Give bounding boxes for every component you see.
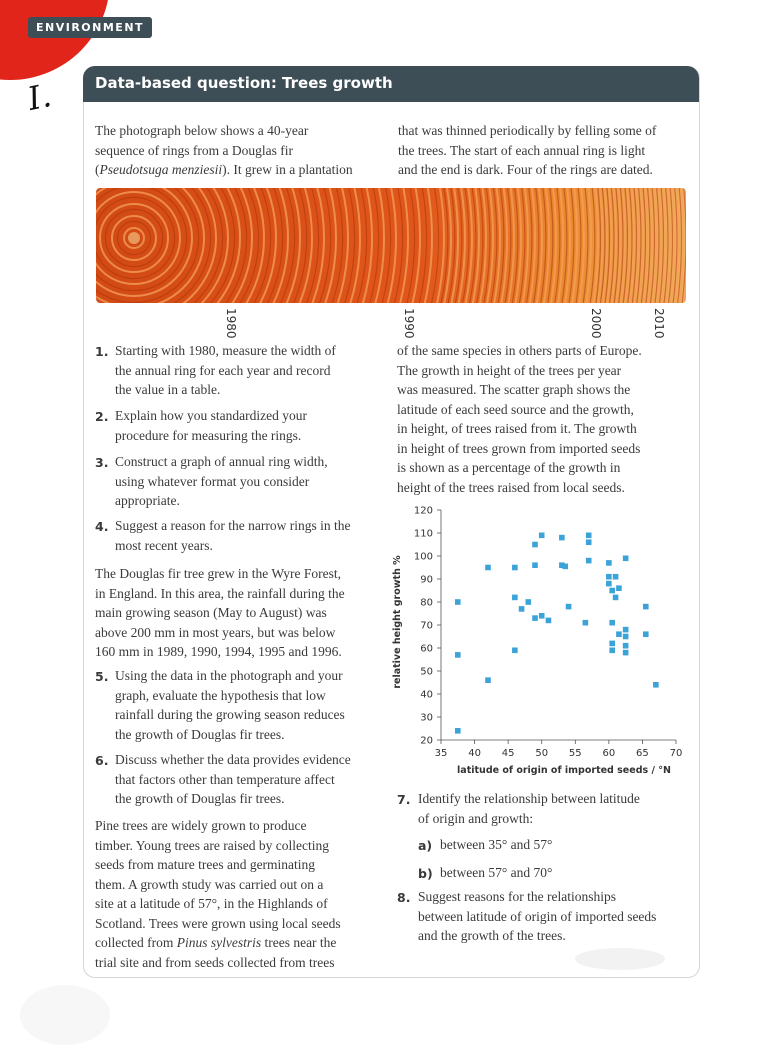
year-label: 2000: [589, 308, 603, 339]
species-name: Pseudotsuga menziesii: [99, 162, 223, 177]
data-point: [566, 604, 572, 610]
year-label: 2010: [652, 308, 666, 339]
intro-right: [398, 121, 690, 180]
data-point: [455, 728, 461, 734]
scan-smudge: [20, 985, 110, 1045]
x-tick-label: 35: [434, 748, 448, 759]
x-tick-label: 60: [602, 748, 616, 759]
x-tick-label: 55: [568, 748, 582, 759]
intro-line: (Pseudotsuga menziesii). It grew in a plantation: [95, 162, 353, 177]
y-tick-label: 40: [420, 689, 433, 701]
y-tick-label: 80: [420, 597, 433, 609]
data-point: [539, 613, 545, 619]
intro-line: sequence of rings from a Douglas fir: [95, 142, 293, 158]
data-point: [559, 535, 565, 541]
data-point: [586, 533, 592, 539]
data-point: [583, 620, 589, 626]
data-point: [606, 581, 612, 587]
x-axis-label: latitude of origin of imported seeds / °N: [457, 765, 671, 776]
data-point: [546, 618, 552, 624]
data-point: [532, 615, 538, 621]
data-point: [609, 648, 615, 654]
y-tick-label: 20: [420, 735, 433, 747]
data-point: [643, 631, 649, 637]
data-point: [485, 677, 491, 683]
data-point: [623, 634, 629, 640]
y-tick-label: 90: [420, 574, 433, 586]
x-tick-label: 45: [501, 748, 515, 759]
subquestion-text: between 57° and 70°: [440, 865, 553, 880]
intro-line: and the end is dark. Four of the rings are dated.: [398, 162, 653, 177]
question-number: 1.: [95, 344, 109, 359]
y-tick-label: 30: [420, 712, 433, 724]
data-point: [562, 564, 568, 570]
x-tick-label: 50: [535, 748, 549, 759]
y-axis-label: relative height growth %: [392, 555, 403, 689]
subquestion-text: between 35° and 57°: [440, 837, 553, 852]
year-label: 1990: [402, 308, 416, 339]
y-tick-label: 60: [420, 643, 433, 655]
question-number: 8.: [397, 890, 411, 905]
y-tick-label: 70: [420, 620, 433, 632]
data-point: [623, 556, 629, 562]
x-tick-label: 70: [669, 748, 683, 759]
data-point: [532, 562, 538, 568]
question-number: 2.: [95, 409, 109, 424]
y-tick-label: 120: [413, 505, 433, 517]
question-text: Using the data in the photograph and your graph, evaluate the hypothesis that low rainfall during the growing season reduces the growth of Douglas fir trees.: [115, 668, 345, 742]
data-point: [623, 627, 629, 633]
pine-paragraph: Pine trees are widely grown to produce timber. Young trees are raised by collecting seeds from mature trees and germinating them. A growth study was carried out on a site at a latitude of 57°, in the Highlands of Scotland. Trees were grown using local seeds collected from Pinus sylvestris trees near the trial site and from seeds collected from trees: [95, 818, 341, 970]
data-point: [455, 599, 461, 605]
wyre-paragraph: The Douglas fir tree grew in the Wyre Forest, in England. In this area, the rainfall during the main growing season (May to August) was above 200 mm in most years, but was below 160 mm in 1989, 1990, 1994, 1995 and 1996.: [95, 566, 345, 659]
subquestion-label: b): [418, 866, 433, 881]
page-title: Data-based question: Trees growth: [95, 74, 393, 92]
data-point: [606, 560, 612, 566]
data-point: [525, 599, 531, 605]
data-point: [616, 585, 622, 591]
intro-line: the trees. The start of each annual ring is light: [398, 142, 646, 158]
section-badge: ENVIRONMENT: [28, 17, 152, 38]
data-point: [609, 588, 615, 594]
species-name: Pinus sylvestris: [176, 935, 262, 950]
data-point: [586, 558, 592, 564]
data-point: [613, 574, 619, 580]
data-point: [485, 565, 491, 571]
question-text: Suggest a reason for the narrow rings in the most recent years.: [115, 518, 351, 553]
intro-left: [95, 121, 385, 180]
question-number: 6.: [95, 753, 109, 768]
data-point: [455, 652, 461, 658]
y-tick-label: 100: [413, 551, 433, 563]
question-number: 4.: [95, 519, 109, 534]
data-point: [609, 641, 615, 647]
year-label: 1980: [224, 308, 238, 339]
data-point: [623, 643, 629, 649]
data-point: [606, 574, 612, 580]
data-point: [623, 650, 629, 656]
x-tick-label: 65: [636, 748, 649, 759]
data-point: [512, 595, 518, 601]
data-point: [512, 565, 518, 571]
intro-line: that was thinned periodically by felling some of: [398, 123, 657, 138]
data-point: [532, 542, 538, 548]
question-number: 5.: [95, 669, 109, 684]
data-point: [586, 539, 592, 545]
x-tick-label: 40: [468, 748, 481, 759]
question-text: Explain how you standardized your procedure for measuring the rings.: [115, 408, 307, 443]
question-text: Suggest reasons for the relationships between latitude of origin of imported seeds and the growth of the trees.: [418, 889, 657, 943]
question-text: Starting with 1980, measure the width of the annual ring for each year and record the value in a table.: [115, 343, 336, 397]
question-number: 7.: [397, 792, 411, 807]
data-point: [616, 631, 622, 637]
data-point: [519, 606, 525, 612]
intro-line: The photograph below shows a 40-year: [95, 123, 309, 138]
data-point: [643, 604, 649, 610]
scatter-chart: [384, 497, 684, 782]
question-text: Identify the relationship between latitude of origin and growth:: [418, 791, 640, 826]
subquestion-label: a): [418, 838, 433, 853]
tree-rings-photo: [96, 188, 686, 303]
question-text: Discuss whether the data provides evidence that factors other than temperature affect the growth of Douglas fir trees.: [115, 752, 351, 806]
question-text: Construct a graph of annual ring width, using whatever format you consider appropriate.: [115, 454, 328, 508]
data-point: [609, 620, 615, 626]
y-tick-label: 50: [420, 666, 433, 678]
right-paragraph: of the same species in others parts of Europe. The growth in height of the trees per year was measured. The scatter graph shows the latitude of each seed source and the growth, in height, of trees raised from it. The growth in height of trees grown from imported seeds is shown as a percentage of the growth in height of the trees raised from local seeds.: [397, 343, 642, 495]
handwritten-mark: I.: [24, 76, 55, 118]
data-point: [653, 682, 659, 688]
y-tick-label: 110: [413, 528, 433, 540]
scan-smudge: [575, 948, 665, 970]
data-point: [539, 533, 545, 539]
data-point: [613, 595, 619, 601]
question-number: 3.: [95, 455, 109, 470]
data-point: [512, 648, 518, 654]
